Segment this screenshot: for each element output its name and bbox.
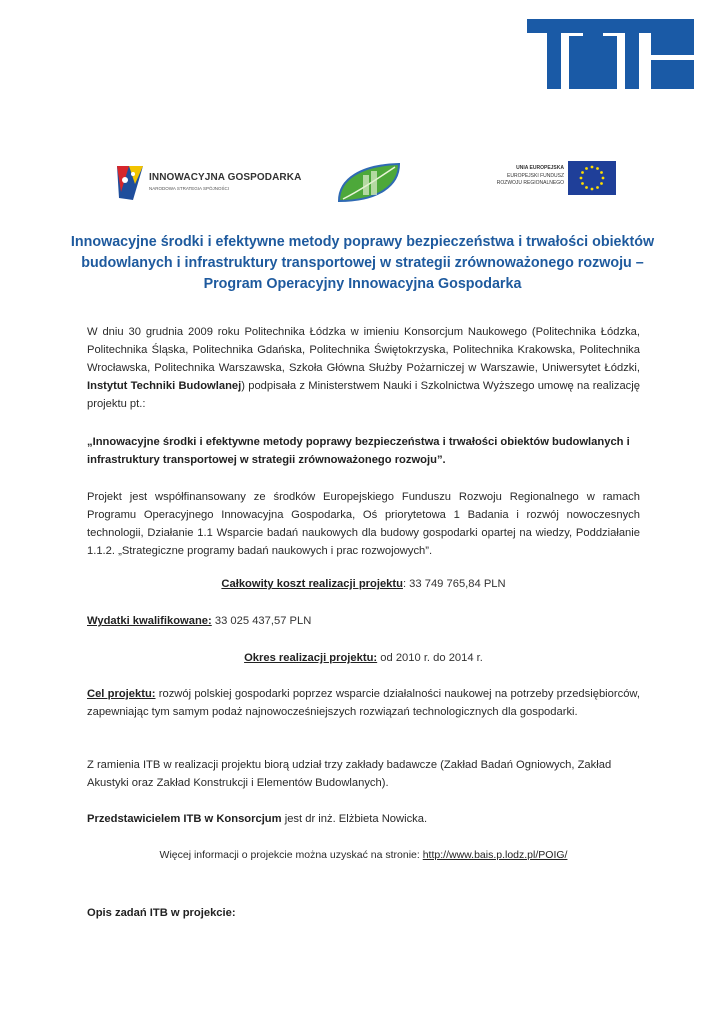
project-period xyxy=(87,649,640,667)
eu-fund-logo xyxy=(478,160,616,196)
eligible-expenses xyxy=(87,612,640,630)
project-title: „Innowacyjne środki i efektywne metody poprawy bezpieczeństwa i trwałości obiektów budowlanych i infrastruktury transportowej w strategii zrównoważonego rozwoju”. xyxy=(87,436,630,466)
intro-text-start: W dniu 30 grudnia 2009 roku Politechnika Łódzka w imieniu Konsorcjum Naukowego (Politechnika Łódzka, Politechnika Śląska, Politechnika Gdańska, Politechnika Świętokrzyska, Politechnika Krakowska, Politechnika Wrocławska, Politechnika Warszawska, Szkoła Główna Służby Pożarniczej w Warszawie, Uniwersytet Łódzki, xyxy=(87,326,640,374)
project-goal xyxy=(87,685,640,721)
eligible-label: Wydatki kwalifikowane: xyxy=(87,615,212,627)
eu-logo-line2: EUROPEJSKI FUNDUSZ xyxy=(507,172,564,179)
eu-logo-line3: ROZWOJU REGIONALNEGO xyxy=(496,180,564,186)
ig-emblem-icon xyxy=(115,162,145,202)
logos-row xyxy=(0,157,725,207)
ig-logo-title: INNOWACYJNA GOSPODARKA xyxy=(149,172,302,183)
ig-logo-subtitle: NARODOWA STRATEGIA SPÓJNOŚCI xyxy=(149,186,230,191)
itb-name: Instytut Techniki Budowlanej xyxy=(87,380,242,392)
document-title: Innowacyjne środki i efektywne metody poprawy bezpieczeństwa i trwałości obiektów budowlanych i infrastruktury transportowej w strategii zrównoważonego rozwoju –Program Operacyjny Innowacyjna Gospodarka xyxy=(70,234,655,292)
intro-text-end: ) podpisała z Ministerstwem Nauki i Szkolnictwa Wyższego umowę na realizację projektu pt.: xyxy=(87,380,640,410)
period-label: Okres realizacji projektu: xyxy=(244,652,378,664)
leaf-building-logo xyxy=(333,161,405,204)
more-info-text: Więcej informacji o projekcie można uzyskać na stronie: xyxy=(159,849,423,861)
period-value: od 2010 r. do 2014 r. xyxy=(377,652,483,664)
itb-units-paragraph: Z ramienia ITB w realizacji projektu biorą udział trzy zakłady badawcze (Zakład Badań Ogniowych, Zakład Akustyki oraz Zakład Konstrukcji i Elementów Budowlanych). xyxy=(87,759,612,789)
tasks-heading: Opis zadań ITB w projekcie: xyxy=(87,907,236,919)
project-website-link[interactable]: http://www.bais.p.lodz.pl/POIG/ xyxy=(422,849,568,861)
representative xyxy=(87,810,640,828)
eligible-value: 33 025 437,57 PLN xyxy=(211,615,312,627)
goal-label: Cel projektu: xyxy=(87,688,156,700)
itb-logo xyxy=(527,19,694,89)
eu-logo-line1: UNIA EUROPEJSKA xyxy=(516,165,564,171)
eu-flag-icon xyxy=(568,161,616,195)
representative-label: Przedstawicielem ITB w Konsorcjum xyxy=(87,813,282,825)
total-cost xyxy=(87,575,640,593)
total-cost-value: : 33 749 765,84 PLN xyxy=(402,578,506,590)
more-info xyxy=(87,846,640,864)
representative-value: jest dr inż. Elżbieta Nowicka. xyxy=(281,813,428,825)
goal-value: rozwój polskiej gospodarki poprzez wsparcie działalności naukowej na potrzeby przedsiębiorców, zapewniając tym samym podaż najnowocześniejszych rozwiązań technologicznych dla gospodarki. xyxy=(87,688,640,718)
total-cost-label: Całkowity koszt realizacji projektu xyxy=(221,578,403,590)
funding-paragraph: Projekt jest współfinansowany ze środków Europejskiego Funduszu Rozwoju Regionalnego w ramach Programu Operacyjnego Innowacyjna Gospodarka, Oś priorytetowa 1 Badania i rozwój nowoczesnych technologii, Działanie 1.1 Wsparcie badań naukowych dla budowy gospodarki opartej na wiedzy, Poddziałanie 1.1.2. „Strategiczne programy badań naukowych i prac rozwojowych”. xyxy=(87,491,640,557)
innowacyjna-gospodarka-logo xyxy=(115,160,302,202)
intro-paragraph xyxy=(87,323,640,413)
